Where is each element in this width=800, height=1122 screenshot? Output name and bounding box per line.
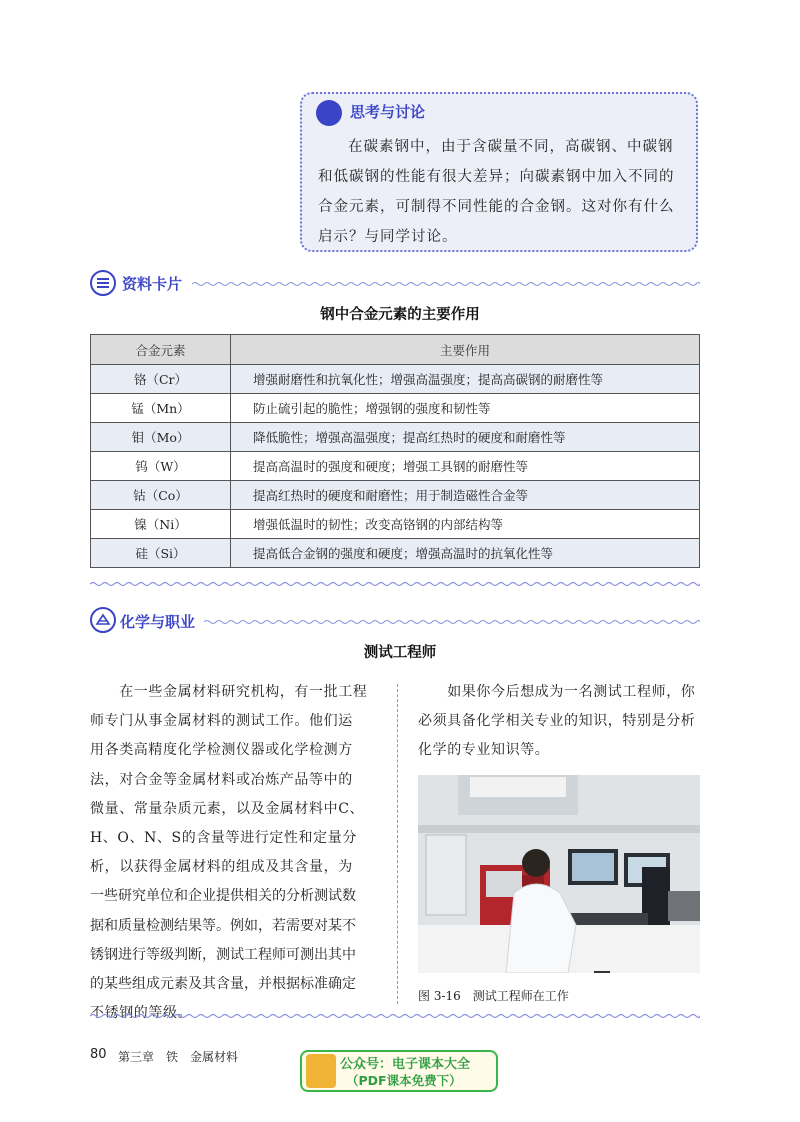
- chapter-label: 第三章 铁 金属材料: [118, 1050, 239, 1064]
- career-right-paragraph: [418, 678, 700, 766]
- paragraph-line: 锈钢进行等级判断，测试工程师可测出其中: [90, 946, 356, 963]
- footer-wavy-rule: [90, 1013, 700, 1019]
- paragraph-line: 析，以获得金属材料的组成及其含量，为: [90, 859, 353, 876]
- photo-caption: 图 3-16 测试工程师在工作: [418, 989, 569, 1003]
- career-wavy-rule: [204, 619, 700, 625]
- element-cell: 锰（Mn）: [91, 394, 231, 423]
- alloy-elements-table: [90, 334, 700, 568]
- data-card-icon: [90, 270, 116, 296]
- paragraph-line: 法，对合金等金属材料或冶炼产品等中的: [90, 771, 353, 788]
- paragraph-line: 在一些金属材料研究机构，有一批工程: [90, 684, 368, 700]
- think-discuss-icon: [316, 100, 342, 126]
- table-row: [91, 365, 700, 394]
- element-cell: 铬（Cr）: [91, 365, 231, 394]
- paragraph-line: 微量、常量杂质元素，以及金属材料中C、: [90, 800, 365, 817]
- table-row: [91, 394, 700, 423]
- table-title: 钢中合金元素的主要作用: [320, 307, 480, 323]
- element-cell: 硅（Si）: [91, 539, 231, 568]
- table-row: [91, 510, 700, 539]
- career-left-paragraph: [90, 678, 382, 1028]
- career-glyph: [95, 612, 111, 628]
- paragraph-line: 一些研究单位和企业提供相关的分析测试数: [90, 888, 356, 905]
- paragraph-line: 化学的专业知识等。: [418, 742, 550, 759]
- table-header-function: 主要作用: [231, 335, 700, 365]
- column-divider: [397, 684, 398, 1004]
- think-line: 在碳素钢中，由于含碳量不同，高碳钢、中碳钢: [348, 139, 674, 155]
- element-cell: 镍（Ni）: [91, 510, 231, 539]
- table-header-element: 合金元素: [91, 335, 231, 365]
- table-bottom-wavy-rule: [90, 581, 700, 587]
- table-row: [91, 539, 700, 568]
- table-header-row: [91, 335, 700, 365]
- element-cell: 钼（Mo）: [91, 423, 231, 452]
- paragraph-line: 不锈钢的等级。: [90, 1005, 193, 1022]
- element-cell: 钨（W）: [91, 452, 231, 481]
- paragraph-line: 据和质量检测结果等。例如，若需要对某不: [90, 917, 356, 934]
- think-line: 和低碳钢的性能有很大差异；向碳素钢中加入不同的: [318, 169, 675, 185]
- data-card-wavy-rule: [192, 281, 700, 287]
- paragraph-line: 必须具备化学相关专业的知识，特别是分析: [418, 713, 696, 730]
- career-subtitle: 测试工程师: [363, 645, 437, 661]
- table-row: [91, 423, 700, 452]
- function-cell: 提高低合金钢的强度和硬度；增强高温时的抗氧化性等: [231, 539, 700, 568]
- function-cell: 增强耐磨性和抗氧化性；增强高温强度；提高高碳钢的耐磨性等: [231, 365, 700, 394]
- think-discuss-title: 思考与讨论: [350, 103, 426, 121]
- element-cell: 钴（Co）: [91, 481, 231, 510]
- book-icon: [306, 1054, 336, 1088]
- table-row: [91, 481, 700, 510]
- career-icon: [90, 607, 116, 633]
- data-card-title: 资料卡片: [122, 275, 183, 293]
- table-row: [91, 452, 700, 481]
- data-card-glyph: [96, 276, 110, 290]
- lab-scene-illustration: [418, 775, 700, 973]
- watermark-line2: （PDF课本免费下）: [346, 1073, 462, 1088]
- function-cell: 降低脆性；增强高温强度；提高红热时的硬度和耐磨性等: [231, 423, 700, 452]
- think-line: 合金元素，可制得不同性能的合金钢。这对你有什么: [318, 199, 675, 215]
- paragraph-line: 如果你今后想成为一名测试工程师，你: [418, 684, 696, 700]
- function-cell: 增强低温时的韧性；改变高铬钢的内部结构等: [231, 510, 700, 539]
- think-discuss-text: [318, 132, 690, 252]
- paragraph-line: 的某些组成元素及其含量，并根据标准确定: [90, 976, 356, 993]
- paragraph-line: 师专门从事金属材料的测试工作。他们运: [90, 713, 353, 730]
- think-line: 启示？与同学讨论。: [318, 229, 458, 245]
- paragraph-line: H、O、N、S的含量等进行定性和定量分: [90, 830, 357, 847]
- function-cell: 防止硫引起的脆性；增强钢的强度和韧性等: [231, 394, 700, 423]
- lab-engineer-photo: [418, 775, 700, 973]
- career-title: 化学与职业: [120, 613, 196, 631]
- function-cell: 提高高温时的强度和硬度；增强工具钢的耐磨性等: [231, 452, 700, 481]
- function-cell: 提高红热时的硬度和耐磨性；用于制造磁性合金等: [231, 481, 700, 510]
- paragraph-line: 用各类高精度化学检测仪器或化学检测方: [90, 742, 353, 759]
- page-number: 80: [90, 1047, 107, 1062]
- watermark-line1: 公众号：电子课本大全: [340, 1057, 471, 1072]
